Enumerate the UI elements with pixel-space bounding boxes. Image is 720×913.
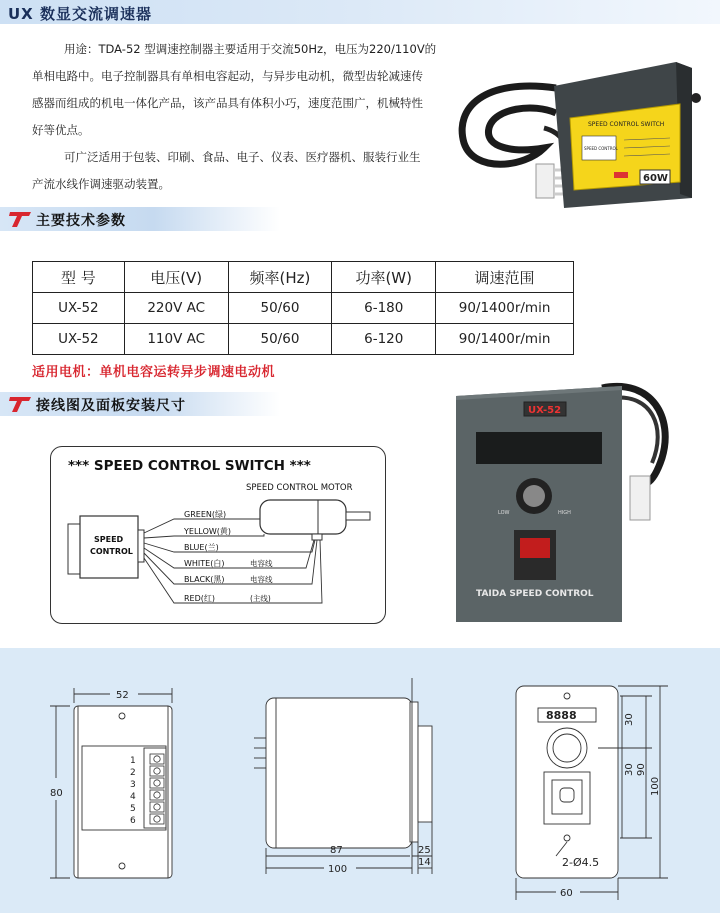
- section-header-wiring: [0, 392, 280, 416]
- wire-label-green: GREEN(绿): [184, 510, 227, 519]
- terminal-label-5: 5: [130, 804, 136, 814]
- top-photo-power-badge: 60W: [643, 173, 668, 184]
- dim-front-width: 52: [116, 690, 129, 701]
- dim-side-total: 100: [328, 864, 348, 875]
- dim-panel-30a: 30: [624, 713, 635, 726]
- table-header-row: [33, 262, 574, 293]
- product-photo-motor: [444, 58, 720, 218]
- table-cell: 6-120: [332, 324, 436, 355]
- wire-label-white: WHITE(白): [184, 559, 225, 568]
- dim-panel-100: 100: [650, 776, 661, 796]
- table-cell: 110V AC: [124, 324, 228, 355]
- table-row: [33, 324, 574, 355]
- top-photo-label-title: SPEED CONTROL SWITCH: [588, 121, 665, 128]
- dim-front-height: 80: [50, 788, 63, 799]
- top-photo-inner-label: SPEED CONTROL: [584, 146, 618, 151]
- dimension-drawings: [0, 648, 720, 913]
- spec-table: [32, 261, 574, 355]
- table-cell: UX-52: [33, 293, 125, 324]
- intro-line-1: 用途：TDA-52 型调速控制器主要适用于交流50Hz，电压为220/110V的: [64, 42, 437, 56]
- applicable-motor-note: 适用电机：单机电容运转异步调速电动机: [32, 365, 276, 380]
- section-title-wiring: 接线图及面板安装尺寸: [36, 398, 186, 414]
- panel-high-label: HIGH: [558, 510, 571, 516]
- table-cell: UX-52: [33, 324, 125, 355]
- wire-note-white: 电容线: [250, 559, 273, 568]
- wire-note-black: 电容线: [250, 575, 273, 584]
- table-cell: 50/60: [228, 324, 332, 355]
- wire-label-yellow: YELLOW(黄): [184, 527, 232, 536]
- terminal-label-2: 2: [130, 768, 136, 778]
- table-header-cell: 频率(Hz): [228, 262, 332, 293]
- intro-line-2: 单相电路中。电子控制器具有单相电容起动，与异步电动机，微型齿轮减速传: [32, 69, 423, 83]
- table-header-cell: 型 号: [33, 262, 125, 293]
- t-logo-icon: [8, 211, 32, 228]
- wiring-diagram: [50, 446, 386, 624]
- dim-panel-width: 60: [560, 888, 573, 899]
- table-header-cell: 功率(W): [332, 262, 436, 293]
- wire-note-red: (主线): [250, 594, 271, 603]
- panel-low-label: LOW: [498, 510, 510, 516]
- intro-line-5: 可广泛适用于包装、印刷、食品、电子、仪表、医疗器机、服装行业生: [64, 150, 421, 164]
- intro-line-4: 好等优点。: [32, 123, 90, 137]
- panel-display-digits: 8888: [546, 709, 577, 722]
- dim-side-a: 87: [330, 845, 343, 856]
- terminal-label-3: 3: [130, 780, 136, 790]
- table-header-cell: 调速范围: [436, 262, 574, 293]
- section-header-specs: [0, 207, 280, 231]
- table-header-cell: 电压(V): [124, 262, 228, 293]
- intro-line-3: 感器而组成的机电一体化产品，该产品具有体积小巧，速度范围广，机械特性: [32, 96, 423, 110]
- table-cell: 6-180: [332, 293, 436, 324]
- wire-label-red: RED(红): [184, 594, 216, 603]
- dim-side-b: 25: [418, 845, 431, 856]
- table-cell: 90/1400r/min: [436, 324, 574, 355]
- panel-model-label: UX-52: [528, 405, 562, 416]
- wire-label-black: BLACK(黑): [184, 575, 225, 584]
- dim-panel-30b: 30: [624, 763, 635, 776]
- dim-side-c: 14: [418, 857, 431, 868]
- controller-label-line2: CONTROL: [90, 547, 133, 556]
- page-title: UX 数显交流调速器: [8, 5, 152, 23]
- dim-panel-hole: 2-Ø4.5: [562, 856, 600, 869]
- title-bar: [0, 0, 720, 24]
- motor-label: SPEED CONTROL MOTOR: [246, 483, 353, 493]
- terminal-label-1: 1: [130, 756, 136, 766]
- intro-line-6: 产流水线作调速驱动装置。: [32, 177, 170, 191]
- wire-label-blue: BLUE(兰): [184, 543, 219, 552]
- section-title-specs: 主要技术参数: [36, 213, 126, 229]
- table-cell: 220V AC: [124, 293, 228, 324]
- terminal-label-6: 6: [130, 816, 136, 826]
- product-photo-panel: [452, 378, 678, 628]
- panel-brand: TAIDA SPEED CONTROL: [476, 589, 594, 599]
- table-cell: 90/1400r/min: [436, 293, 574, 324]
- wiring-diagram-title: *** SPEED CONTROL SWITCH ***: [68, 458, 311, 474]
- dim-panel-90: 90: [636, 763, 647, 776]
- table-row: [33, 293, 574, 324]
- controller-label-line1: SPEED: [94, 535, 124, 544]
- table-cell: 50/60: [228, 293, 332, 324]
- t-logo-icon: [8, 396, 32, 413]
- terminal-label-4: 4: [130, 792, 136, 802]
